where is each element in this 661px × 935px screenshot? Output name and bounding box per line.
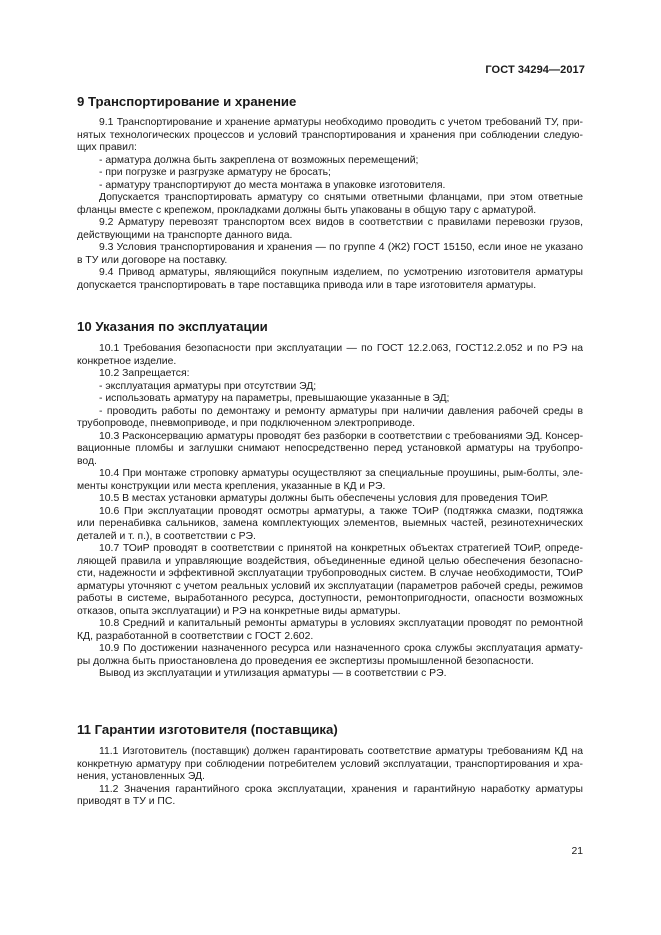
paragraph-line: 9.1 Транспортирование и хранение арматуры необходимо проводить с учетом требований ТУ, при- xyxy=(99,117,583,128)
document-code: ГОСТ 34294—2017 xyxy=(485,64,585,76)
paragraph-line: КД, разработанной в соответствии с ГОСТ 2.602. xyxy=(77,630,314,642)
paragraph-line: ляющей правила и управляющие воздействия, объединенные единой целью обеспечения безопасно- xyxy=(77,555,583,567)
list-item: - проводить работы по демонтажу и ремонту арматуры при наличии давления рабочей среды в xyxy=(99,405,583,417)
paragraph-line: 9.4 Привод арматуры, являющийся покупным изделием, по усмотрению изготовителя арматуры xyxy=(99,267,583,278)
paragraph-line: работы в системе, выработанного ресурса, доступности, ремонтопригодности, опасности возможных xyxy=(77,593,583,604)
paragraph-line: вод. xyxy=(77,455,97,467)
section-11-heading: 11 Гарантии изготовителя (поставщика) xyxy=(77,722,338,737)
paragraph-line: в ТУ или договоре на поставку. xyxy=(77,254,228,266)
paragraph-line: 9.2 Арматуру перевозят транспортом всех видов в соответствии с правилами перевозки грузов, xyxy=(99,217,583,228)
page-number: 21 xyxy=(571,846,583,857)
paragraph-line: нятых технологических процессов и условий транспортирования и хранения при соблюдении следую- xyxy=(77,129,583,141)
section-10-heading: 10 Указания по эксплуатации xyxy=(77,319,268,334)
paragraph-line: 11.2 Значения гарантийного срока эксплуатации, хранения и гарантийную наработку арматуры xyxy=(99,783,583,795)
paragraph-line: или перенабивка сальников, замена комплектующих элементов, выемных частей, резинотехнических xyxy=(77,518,583,529)
paragraph-line: 10.8 Средний и капитальный ремонты арматуры в условиях эксплуатации проводят по ремонтной xyxy=(99,618,583,629)
paragraph-line: допускается транспортировать в таре поставщика привода или в таре изготовителя арматуры. xyxy=(77,279,537,291)
paragraph-line: ры должна быть приостановлена до проведения ее экспертизы промышленной безопасности. xyxy=(77,655,534,667)
paragraph-line: 10.9 По достижении назначенного ресурса или назначенного срока службы эксплуатация армату- xyxy=(99,643,583,654)
paragraph-line: Вывод из эксплуатации и утилизация арматуры — в соответствии с РЭ. xyxy=(99,668,447,679)
list-item: - арматуру транспортируют до места монтажа в упаковке изготовителя. xyxy=(99,179,446,191)
paragraph-line: действующими на транспорте данного вида. xyxy=(77,229,293,241)
paragraph-line: 10.4 При монтаже строповку арматуры осуществляют за специальные проушины, рым-болты, эле- xyxy=(99,468,583,479)
paragraph-line: деталей и т. п.), в соответствии с РЭ. xyxy=(77,530,256,542)
paragraph-line: арматуры уточняют с учетом реальных условий их эксплуатации (параметров рабочей среды, режимов xyxy=(77,580,583,592)
paragraph-line: 10.2 Запрещается: xyxy=(99,368,190,379)
paragraph-line: нения, установленных ЭД. xyxy=(77,771,205,782)
paragraph-line: конкретное изделие. xyxy=(77,355,177,367)
section-9-heading: 9 Транспортирование и хранение xyxy=(77,94,297,109)
paragraph-line: сти, надежности и эффективной эксплуатации трубопроводных систем. В случае необходимости, ТОиР xyxy=(77,568,583,579)
paragraph-line: менты конструкции или места крепления, указанные в КД и РЭ. xyxy=(77,480,386,492)
list-item: - при погрузке и разгрузке арматуру не бросать; xyxy=(99,167,331,178)
paragraph-line: 10.1 Требования безопасности при эксплуатации — по ГОСТ 12.2.063, ГОСТ12.2.052 и по РЭ на xyxy=(99,343,583,354)
list-item: - эксплуатация арматуры при отсутствии ЭД; xyxy=(99,380,317,392)
paragraph-line: 10.7 ТОиР проводят в соответствии с принятой на конкретных объектах стратегией ТОиР, опреде- xyxy=(99,543,583,554)
paragraph-line: конкретную арматуру при соблюдении потребителем условий эксплуатации, транспортирования и хра- xyxy=(77,758,583,770)
paragraph-line: отказов, опыта эксплуатации) и РЭ на конкретные виды арматуры. xyxy=(77,605,401,617)
paragraph-line: Допускается транспортировать арматуру со снятыми ответными фланцами, при этом ответные xyxy=(99,192,583,203)
paragraph-line: щих правил: xyxy=(77,142,137,153)
paragraph-line: 10.5 В местах установки арматуры должны быть обеспечены условия для проведения ТОиР. xyxy=(99,493,549,504)
paragraph-line: трубопроводе, пневмоприводе, и при подключенном электроприводе. xyxy=(77,418,416,429)
paragraph-line: приводят в ТУ и ПС. xyxy=(77,796,176,807)
list-item: - использовать арматуру на параметры, превышающие указанные в ЭД; xyxy=(99,393,450,404)
paragraph-line: 10.6 При эксплуатации проводят осмотры арматуры, а также ТОиР (подтяжка смазки, подтяжка xyxy=(99,505,583,517)
paragraph-line: вационные пломбы и заглушки снимают непосредственно перед установкой арматуры на трубопро- xyxy=(77,443,583,454)
paragraph-line: 11.1 Изготовитель (поставщик) должен гарантировать соответствие арматуры требованиям КД на xyxy=(99,746,583,757)
paragraph-line: 9.3 Условия транспортирования и хранения — по группе 4 (Ж2) ГОСТ 15150, если иное не указано xyxy=(99,242,583,253)
paragraph-line: фланцы вместе с крепежом, прокладками должны быть упакованы в общую тару с арматурой. xyxy=(77,204,537,216)
paragraph-line: 10.3 Расконсервацию арматуры проводят без разборки в соответствии с требованиями ЭД. Консер- xyxy=(99,430,583,442)
list-item: - арматура должна быть закреплена от возможных перемещений; xyxy=(99,154,419,166)
